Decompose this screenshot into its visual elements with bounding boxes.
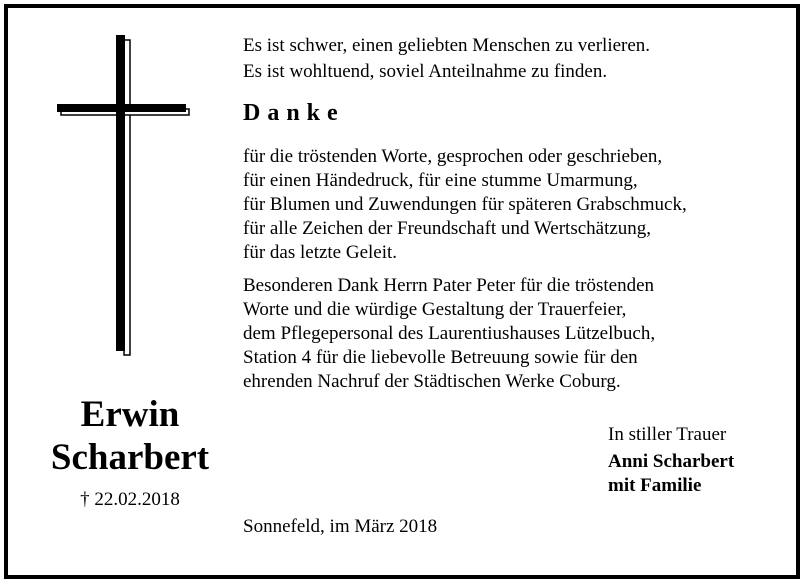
thanks-line: für alle Zeichen der Freundschaft und Wertschätzung, [243, 218, 652, 239]
special-thanks-paragraph [243, 274, 655, 394]
intro-line: Es ist schwer, einen geliebten Menschen zu verlieren. [243, 35, 651, 56]
special-line: ehrenden Nachruf der Städtischen Werke Coburg. [243, 371, 621, 392]
special-line: dem Pflegepersonal des Laurentiushauses Lützelbuch, [243, 323, 656, 344]
heading-danke: Danke [243, 100, 345, 126]
thanks-line: für die tröstenden Worte, gesprochen oder geschrieben, [243, 146, 663, 167]
thanks-line: für Blumen und Zuwendungen für späteren Grabschmuck, [243, 194, 687, 215]
thanks-line: für das letzte Geleit. [243, 242, 398, 263]
deceased-first-name: Erwin [80, 394, 180, 435]
special-line: Besonderen Dank Herrn Pater Peter für die tröstenden [243, 275, 654, 296]
thanks-line: für einen Händedruck, für eine stumme Umarmung, [243, 170, 638, 191]
place-date: Sonnefeld, im März 2018 [243, 516, 438, 537]
mourning-label: In stiller Trauer [608, 424, 727, 445]
death-date: † 22.02.2018 [80, 489, 180, 510]
mourners-signature [608, 450, 734, 498]
cross-vertical-beam [116, 35, 125, 351]
deceased-last-name: Scharbert [50, 437, 210, 478]
special-line: Worte und die würdige Gestaltung der Trauerfeier, [243, 299, 627, 320]
cross-horizontal-beam [57, 104, 186, 112]
intro-line: Es ist wohltuend, soviel Anteilnahme zu finden. [243, 61, 608, 82]
special-line: Station 4 für die liebevolle Betreuung sowie für den [243, 347, 638, 368]
mourner-name: Anni Scharbert [608, 451, 735, 472]
intro-text [243, 33, 650, 85]
mourner-family: mit Familie [608, 475, 702, 496]
thanks-paragraph [243, 145, 687, 265]
